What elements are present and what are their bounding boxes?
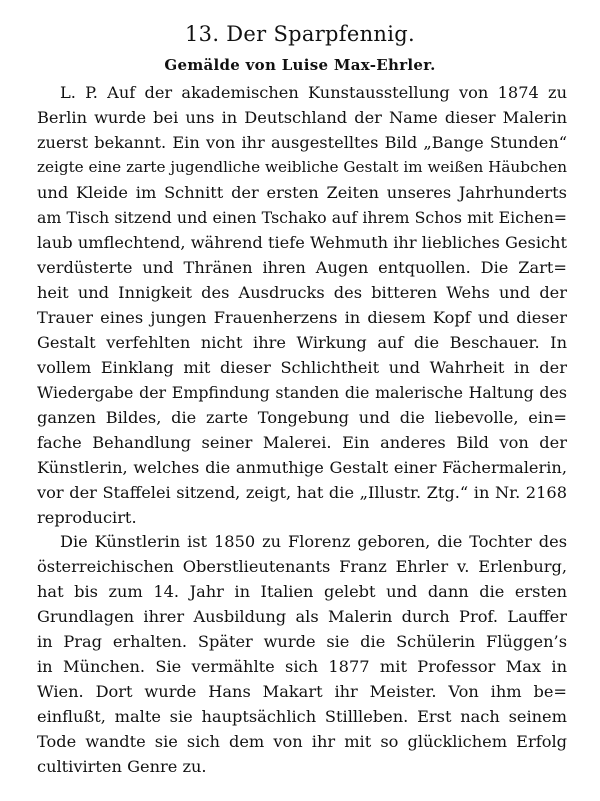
- text-line: Die Künstlerin ist 1850 zu Florenz geboren, die Tochter des: [60, 532, 567, 551]
- text-line: cultivirten Genre zu.: [37, 757, 207, 776]
- text-line: zeigte eine zarte jugendliche weibliche Gestalt im weißen Häubchen: [37, 158, 567, 176]
- text-line: Berlin wurde bei uns in Deutschland der Name dieser Malerin: [37, 108, 567, 127]
- text-line: heit und Innigkeit des Ausdrucks des bitteren Wehs und der: [37, 283, 567, 302]
- text-line: in Prag erhalten. Später wurde sie die Schülerin Flüggen’s: [37, 632, 567, 651]
- text-line: hat bis zum 14. Jahr in Italien gelebt und dann die ersten: [37, 582, 567, 601]
- text-line: einflußt, malte sie hauptsächlich Stillleben. Erst nach seinem: [37, 707, 567, 726]
- article-title: 13. Der Sparpfennig.: [185, 22, 415, 46]
- article-subtitle: Gemälde von Luise Max-Ehrler.: [164, 56, 436, 74]
- text-line: am Tisch sitzend und einen Tschako auf ihrem Schos mit Eichen=: [37, 208, 567, 227]
- text-line: fache Behandlung seiner Malerei. Ein anderes Bild von der: [37, 433, 567, 452]
- text-line: L. P. Auf der akademischen Kunstausstellung von 1874 zu: [60, 83, 567, 102]
- text-line: Gestalt verfehlten nicht ihre Wirkung auf die Beschauer. In: [37, 333, 567, 352]
- text-line: vollem Einklang mit dieser Schlichtheit und Wahrheit in der: [37, 358, 567, 377]
- text-line: zuerst bekannt. Ein von ihr ausgestelltes Bild „Bange Stunden“: [37, 133, 567, 152]
- text-line: Künstlerin, welches die anmuthige Gestalt einer Fächermalerin,: [37, 458, 567, 477]
- text-line: Wien. Dort wurde Hans Makart ihr Meister. Von ihm be=: [37, 682, 567, 701]
- text-line: laub umflechtend, während tiefe Wehmuth ihr liebliches Gesicht: [37, 233, 567, 252]
- text-line: reproducirt.: [37, 508, 137, 527]
- text-line: vor der Staffelei sitzend, zeigt, hat die „Illustr. Ztg.“ in Nr. 2168: [37, 483, 567, 502]
- text-line: Trauer eines jungen Frauenherzens in diesem Kopf und dieser: [37, 308, 567, 327]
- text-line: in München. Sie vermählte sich 1877 mit Professor Max in: [37, 657, 567, 676]
- text-line: Tode wandte sie sich dem von ihr mit so glücklichem Erfolg: [37, 732, 567, 751]
- text-line: Grundlagen ihrer Ausbildung als Malerin durch Prof. Lauffer: [37, 607, 567, 626]
- text-line: österreichischen Oberstlieutenants Franz Ehrler v. Erlenburg,: [37, 557, 567, 576]
- text-line: und Kleide im Schnitt der ersten Zeiten unseres Jahrhunderts: [37, 183, 567, 202]
- text-line: ganzen Bildes, die zarte Tongebung und die liebevolle, ein=: [37, 408, 567, 427]
- text-line: Wiedergabe der Empfindung standen die malerische Haltung des: [37, 383, 567, 402]
- text-line: verdüsterte und Thränen ihren Augen entquollen. Die Zart=: [37, 258, 567, 277]
